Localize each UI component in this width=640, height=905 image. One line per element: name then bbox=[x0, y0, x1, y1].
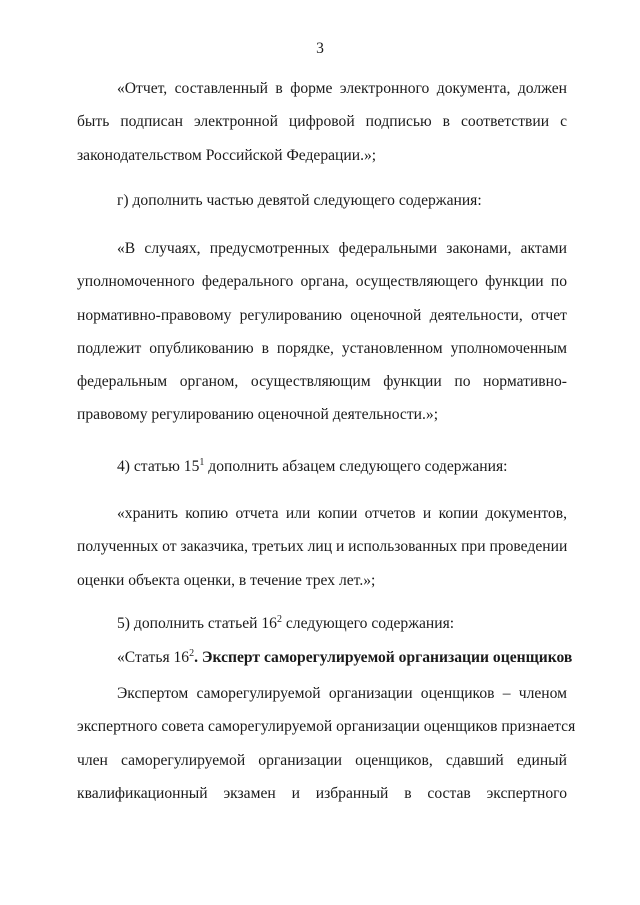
page-number: 3 bbox=[316, 40, 324, 57]
paragraph-article-16-2: 5) дополнить статьей $16^2$ следующего содержания: bbox=[117, 614, 455, 632]
text-line: экспертного совета саморегулируемой организации оценщиков признается bbox=[77, 718, 576, 736]
paragraph-publication-cases bbox=[77, 232, 567, 432]
text-line: «хранить копию отчета или копии отчетов и копии документов, bbox=[117, 505, 567, 522]
text-line: уполномоченного федерального органа, осуществляющего функции по bbox=[77, 273, 567, 291]
text-line: быть подписан электронной цифровой подписью в соответствии с bbox=[77, 113, 567, 131]
text-line: Экспертом саморегулируемой организации оценщиков – членом bbox=[117, 685, 567, 702]
article-heading: «Статья $16^2$. Эксперт саморегулируемой организации оценщиков bbox=[117, 648, 573, 666]
text-line: «Отчет, составленный в форме электронного документа, должен bbox=[117, 80, 567, 97]
text-line: правовому регулированию оценочной деятельности.»; bbox=[77, 406, 439, 424]
text-line: оценки объекта оценки, в течение трех лет.»; bbox=[77, 571, 376, 589]
text-line: законодательством Российской Федерации.»; bbox=[77, 146, 377, 164]
paragraph-store-copies bbox=[77, 497, 567, 597]
text-line: «В случаях, предусмотренных федеральными законами, актами bbox=[117, 240, 567, 257]
text-line: подлежит опубликованию в порядке, установленном уполномоченным bbox=[77, 339, 567, 357]
paragraph-article-15-1: 4) статью $15^1$ дополнить абзацем следующего содержания: bbox=[117, 457, 508, 475]
text-line: полученных от заказчика, третьих лиц и использованных при проведении bbox=[77, 538, 568, 556]
paragraph-expert-definition bbox=[77, 677, 576, 810]
text-line: квалификационный экзамен и избранный в состав экспертного bbox=[77, 784, 567, 802]
text-line: нормативно-правовому регулированию оценочной деятельности, отчет bbox=[77, 306, 567, 324]
paragraph-report-signature bbox=[77, 72, 567, 172]
paragraph-amend-part-nine: г) дополнить частью девятой следующего содержания: bbox=[117, 192, 482, 209]
text-line: федеральным органом, осуществляющим функции по нормативно- bbox=[77, 373, 567, 391]
text-line: член саморегулируемой организации оценщиков, сдавший единый bbox=[77, 751, 567, 769]
